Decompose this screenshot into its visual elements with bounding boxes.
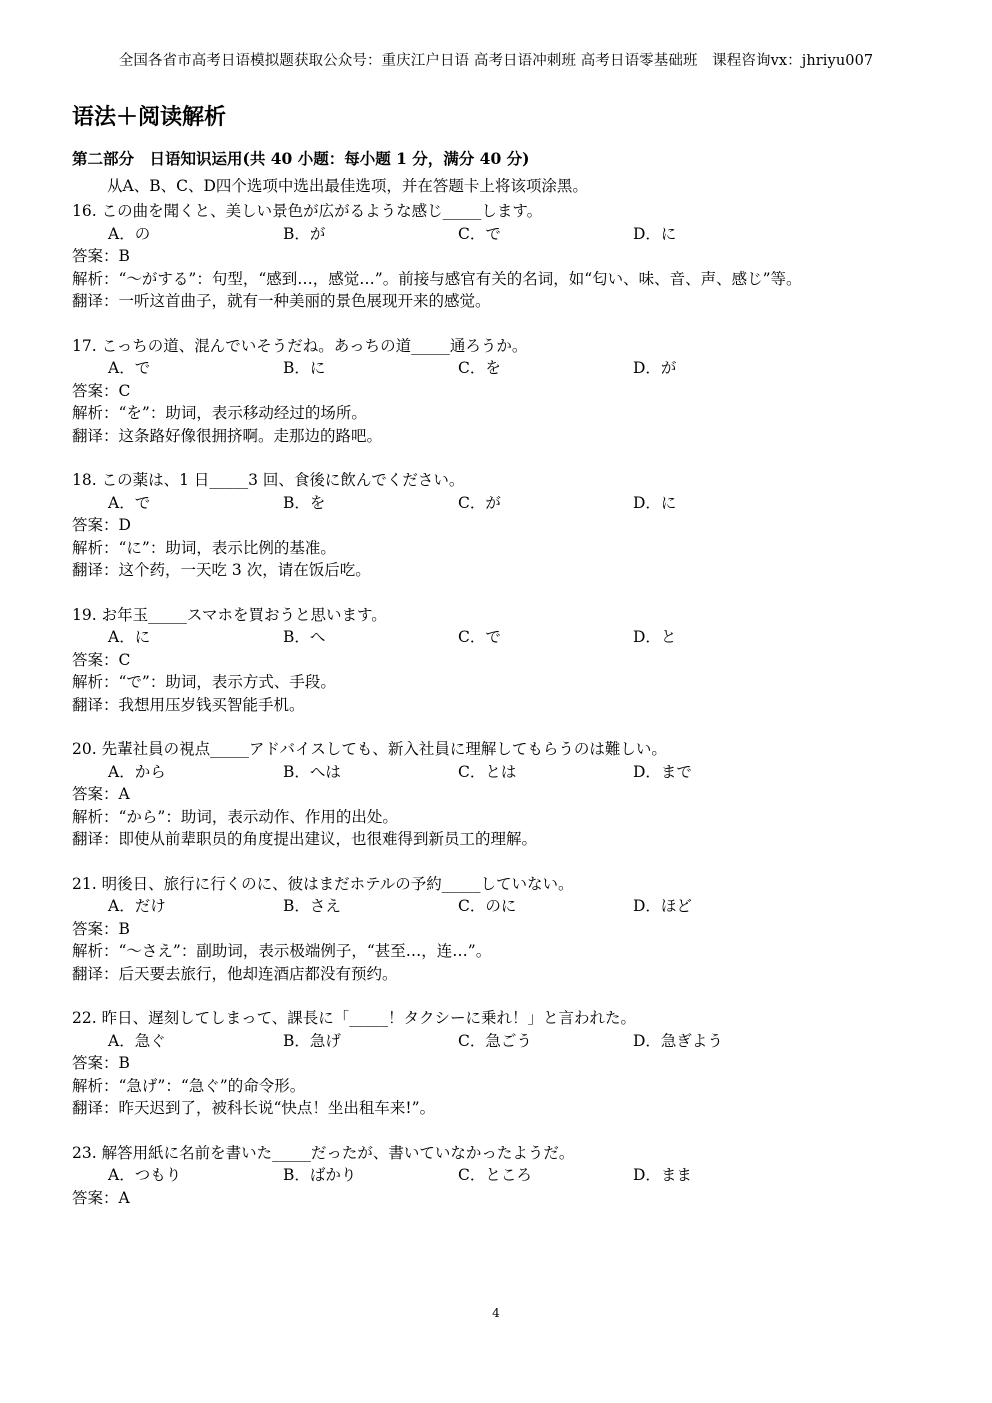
option-d: D．に xyxy=(633,224,677,243)
part-title: 第二部分 日语知识运用(共 40 小题：每小题 1 分，满分 40 分) xyxy=(72,149,530,168)
analysis: 解析：“～さえ”：副助词，表示极端例子，“甚至…，连…”。 xyxy=(72,942,492,960)
translation: 翻译：我想用压岁钱买智能手机。 xyxy=(72,695,305,714)
option-a: A．つもり xyxy=(108,1166,182,1184)
question-stem: 18. この薬は、1 日_____3 回、食後に飲んでください。 xyxy=(72,471,465,489)
option-b: B．ばかり xyxy=(283,1166,357,1184)
option-c: C．とは xyxy=(458,762,517,781)
translation: 翻译：即使从前辈职员的角度提出建议，也很难得到新员工的理解。 xyxy=(72,830,538,848)
question-list xyxy=(72,200,932,1231)
answer: 答案：A xyxy=(72,785,130,803)
option-b: B．を xyxy=(283,493,326,512)
question-21 xyxy=(72,873,932,986)
option-b: B．さえ xyxy=(283,897,341,915)
translation: 翻译：这条路好像很拥挤啊。走那边的路吧。 xyxy=(72,426,383,445)
page-header: 全国各省市高考日语模拟题获取公众号：重庆江户日语 高考日语冲刺班 高考日语零基础班 课程咨询vx：jhriyu007 xyxy=(118,53,874,69)
question-16 xyxy=(72,200,932,313)
question-stem: 21. 明後日、旅行に行くのに、彼はまだホテルの予約_____していない。 xyxy=(72,874,574,893)
option-c: C．急ごう xyxy=(458,1031,532,1050)
option-c: C．で xyxy=(458,224,501,243)
answer: 答案：B xyxy=(72,1054,130,1072)
translation: 翻译：一听这首曲子，就有一种美丽的景色展现开来的感觉。 xyxy=(72,292,491,310)
page-number: 4 xyxy=(492,1306,500,1320)
option-c: C．ところ xyxy=(458,1166,532,1184)
option-b: B．急げ xyxy=(283,1031,341,1050)
option-d: D．まで xyxy=(633,762,692,781)
question-stem: 17. こっちの道、混んでいそうだね。あっちの道_____通ろうか。 xyxy=(72,336,528,355)
answer: 答案：B xyxy=(72,919,130,938)
question-17 xyxy=(72,335,932,448)
question-stem: 23. 解答用紙に名前を書いた_____だったが、書いていなかったようだ。 xyxy=(72,1143,575,1162)
option-row xyxy=(72,626,932,649)
option-row xyxy=(72,1164,932,1187)
part-instruction: 从A、B、C、D四个选项中选出最佳选项，并在答题卡上将该项涂黑。 xyxy=(107,177,588,195)
option-d: D．に xyxy=(633,493,677,512)
option-c: C．で xyxy=(458,628,501,646)
option-a: A．に xyxy=(108,628,151,646)
answer: 答案：B xyxy=(72,247,130,265)
option-c: C．が xyxy=(458,493,501,512)
option-b: B．へは xyxy=(283,762,341,781)
option-row xyxy=(72,357,932,380)
option-d: D．と xyxy=(633,628,677,646)
question-stem: 19. お年玉_____スマホを買おうと思います。 xyxy=(72,605,387,624)
option-b: B．へ xyxy=(283,628,326,646)
option-row xyxy=(72,761,932,784)
option-a: A．急ぐ xyxy=(108,1031,166,1050)
option-a: A．で xyxy=(108,493,151,512)
option-d: D．が xyxy=(633,359,677,377)
question-19 xyxy=(72,604,932,717)
question-22 xyxy=(72,1007,932,1120)
question-stem: 16. この曲を聞くと、美しい景色が広がるような感じ_____します。 xyxy=(72,202,543,220)
analysis: 解析：“急げ”：“急ぐ”的命令形。 xyxy=(72,1076,306,1095)
translation: 翻译：这个药，一天吃 3 次，请在饭后吃。 xyxy=(72,561,371,579)
option-row xyxy=(72,223,932,246)
question-stem: 20. 先輩社員の視点_____アドバイスしても、新入社員に理解してもらうのは難しい。 xyxy=(72,740,667,758)
question-18 xyxy=(72,469,932,582)
analysis: 解析：“に”：助词，表示比例的基准。 xyxy=(72,538,336,557)
option-a: A．から xyxy=(108,762,166,781)
answer: 答案：C xyxy=(72,381,131,400)
answer: 答案：C xyxy=(72,650,131,669)
answer: 答案：A xyxy=(72,1188,130,1207)
option-d: D．まま xyxy=(633,1166,692,1184)
question-23 xyxy=(72,1142,932,1210)
option-row xyxy=(72,895,932,918)
option-d: D．急ぎよう xyxy=(633,1031,723,1050)
analysis: 解析：“～がする”：句型，“感到…，感觉…”。前接与感官有关的名词，如“匂い、味、音、声、感じ”等。 xyxy=(72,269,802,288)
question-stem: 22. 昨日、遅刻してしまって、課長に「_____！タクシーに乗れ！」と言われた。 xyxy=(72,1009,637,1027)
answer: 答案：D xyxy=(72,516,131,534)
translation: 翻译：昨天迟到了，被科长说“快点！坐出租车来!”。 xyxy=(72,1099,436,1117)
option-a: A．で xyxy=(108,359,151,377)
option-c: C．のに xyxy=(458,897,517,915)
option-row xyxy=(72,492,932,515)
option-a: A．だけ xyxy=(108,897,166,915)
analysis: 解析：“で”：助词，表示方式、手段。 xyxy=(72,673,336,691)
analysis: 解析：“から”：助词，表示动作、作用的出处。 xyxy=(72,807,398,826)
option-row xyxy=(72,1030,932,1053)
question-20 xyxy=(72,738,932,851)
option-b: B．が xyxy=(283,224,326,243)
option-d: D．ほど xyxy=(633,897,692,915)
translation: 翻译：后天要去旅行，他却连酒店都没有预约。 xyxy=(72,964,398,983)
option-b: B．に xyxy=(283,359,326,377)
section-title: 语法＋阅读解析 xyxy=(72,105,227,130)
option-c: C．を xyxy=(458,359,501,377)
analysis: 解析：“を”：助词，表示移动经过的场所。 xyxy=(72,404,367,422)
option-a: A．の xyxy=(108,224,151,243)
